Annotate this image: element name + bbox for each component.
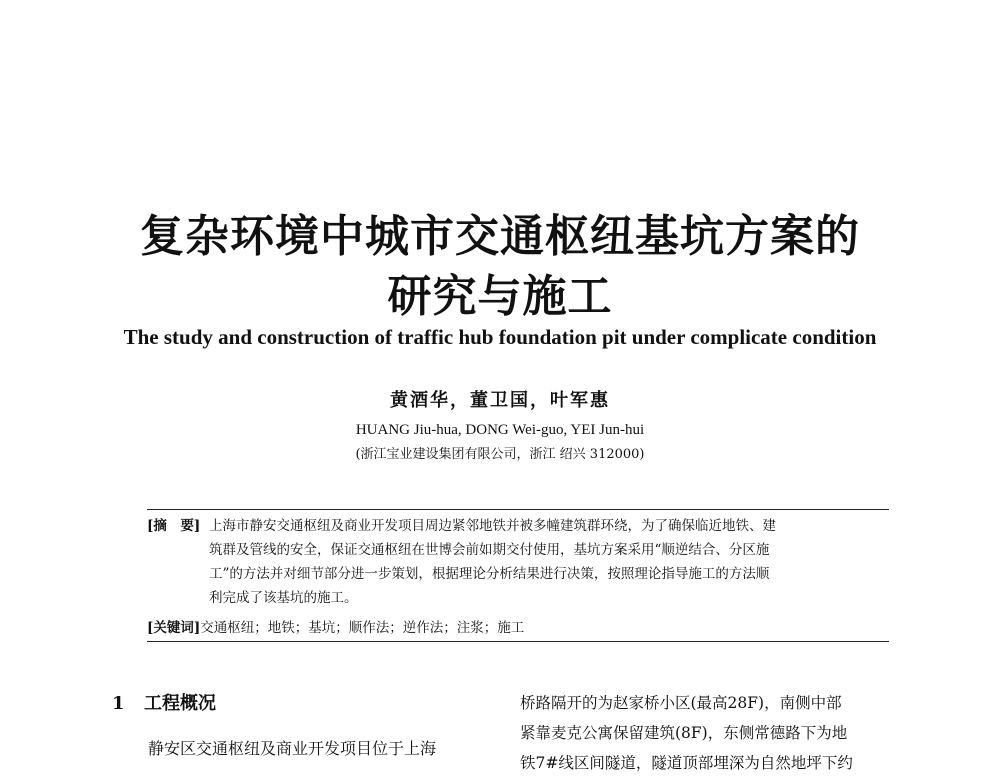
affiliation: (浙江宝业建设集团有限公司，浙江 绍兴 312000) xyxy=(355,447,645,462)
abstract-line: 上海市静安交通枢纽及商业开发项目周边紧邻地铁并被多幢建筑群环绕，为了确保临近地铁、建 xyxy=(209,518,776,534)
abstract-line: 利完成了该基坑的施工。 xyxy=(209,590,358,606)
body-line: 桥路隔开的为赵家桥小区(最高28F)，南侧中部 xyxy=(520,694,842,712)
body-line: 紧靠麦克公寓保留建筑(8F)，东侧常德路下为地 xyxy=(520,724,848,742)
section-heading xyxy=(112,690,492,718)
abstract-row-4 xyxy=(147,586,889,610)
right-column xyxy=(520,688,892,778)
keywords-block xyxy=(147,616,889,640)
abstract-bottom-rule xyxy=(147,641,889,642)
abstract-block xyxy=(147,514,889,610)
authors-chinese: 黄酒华，董卫国，叶军惠 xyxy=(390,390,610,411)
authors-english: HUANG Jiu-hua, DONG Wei-guo, YEI Jun-hui xyxy=(355,422,645,438)
title-english: The study and construction of traffic hub foundation pit under complicate condition xyxy=(123,325,877,349)
title-chinese-line-2: 研究与施工 xyxy=(387,271,613,322)
abstract-label: [摘 要] xyxy=(147,518,201,534)
keywords-label: [关键词] xyxy=(147,620,201,636)
abstract-row-2 xyxy=(147,538,889,562)
abstract-top-rule xyxy=(147,509,889,510)
abstract-row-1 xyxy=(147,514,889,538)
body-paragraph: 静安区交通枢纽及商业开发项目位于上海 xyxy=(148,739,437,758)
abstract-line: 工”的方法并对细节部分进一步策划，根据理论分析结果进行决策，按照理论指导施工的方法顺 xyxy=(209,566,770,582)
section-title: 工程概况 xyxy=(144,693,216,714)
abstract-line: 筑群及管线的安全，保证交通枢纽在世博会前如期交付使用，基坑方案采用“顺逆结合、分区施 xyxy=(209,542,770,558)
abstract-row-3 xyxy=(147,562,889,586)
section-number: 1 xyxy=(112,693,125,714)
left-column xyxy=(112,690,492,764)
keywords-text: 交通枢纽；地铁；基坑；顺作法；逆作法；注浆；施工 xyxy=(200,620,525,636)
body-line: 铁7#线区间隧道，隧道顶部埋深为自然地坪下约 xyxy=(520,754,853,772)
title-chinese-line-1: 复杂环境中城市交通枢纽基坑方案的 xyxy=(140,211,860,262)
